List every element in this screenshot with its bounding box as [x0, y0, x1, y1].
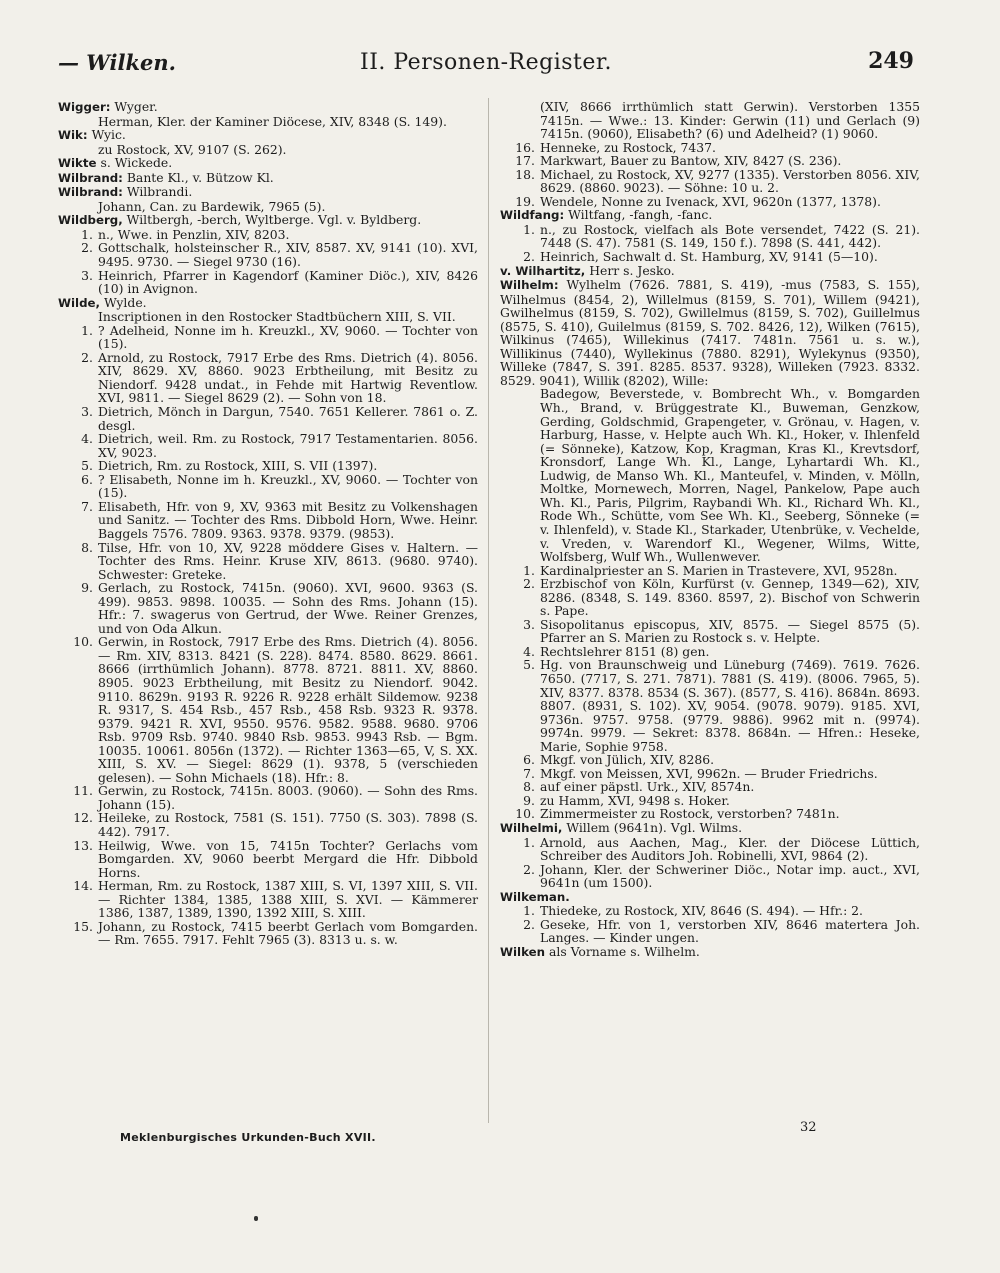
running-header: [58, 48, 914, 80]
subentry-text: Kardinalpriester an S. Marien in Trastevere, XVI, 9528n.: [540, 562, 898, 578]
entry-heading-line: [500, 821, 920, 836]
numbered-subentry: [500, 807, 920, 821]
entry-heading-line: [58, 100, 478, 115]
subentry-text: Dietrich, weil. Rm. zu Rostock, 7917 Testamentarien. 8056. XV, 9023.: [98, 431, 478, 460]
numbered-subentry: [500, 250, 920, 264]
entry-variants: Wiltfang, -fangh, -fanc.: [564, 207, 713, 223]
entry-text: Badegow, Beverstede, v. Bombrecht Wh., v. Bomgarden Wh., Brand, v. Brüggestrate Kl., Buweman, Genzkow, Gerding, Goldschmid, Grapengeter, v. Grönau, v. Hagen, v. Harburg, Hasse, v. Helpte auch Wh. Kl., Hoker, v. Ihlenfeld (= Sönneke), Katzow, Kop, Kragman, Kras Kl., Krevtsdorf, Kronsdorf, Lange Wh. Kl., Lange, Lyhartardi Wh. Kl., Ludwig, de Manso Wh. Kl., Manteufel, v. Minden, v. Mölln, Moltke, Mornewech, Morren, Nagel, Pankelow, Pape auch Wh. Kl., Paris, Pilgrim, Raybandi Wh. Kl., Richard Wh. Kl., Rode Wh., Schütte, vom See Wh. Kl., Seeberg, Sönneke (= v. Ihlenfeld), v. Stade Kl., Starkader, Utenbrüke, v. Vechelde, v. Vreden, v. Warendorf Kl., Wegener, Wilms, Witte, Wolfsberg, Wulf Wh., Wullenwever.: [540, 386, 920, 565]
subentry-text: n., zu Rostock, vielfach als Bote versendet, 7422 (S. 21). 7448 (S. 47). 7581 (S. 149, 150 f.). 7898 (S. 441, 442).: [540, 221, 920, 251]
entry-headword: Wigger:: [58, 100, 111, 114]
numbered-subentry: [500, 223, 920, 250]
entry-text: (XIV, 8666 irrthümlich statt Gerwin). Verstorben 1355 7415n. — Wwe.: 13. Kinder: Gerwin (11) und Gerlach (9) 7415n. (9060), Elisabeth? (6) und Adelheid? (1) 9060.: [540, 99, 920, 142]
entry-heading-line: [58, 156, 478, 171]
subentry-number: 18.: [515, 166, 535, 182]
numbered-subentry: [500, 794, 920, 808]
subentry-number: 10.: [515, 806, 535, 822]
subentry-number: 7.: [81, 498, 93, 514]
numbered-subentry: [58, 784, 478, 811]
subentry-text: ? Adelheid, Nonne im h. Kreuzkl., XV, 9060. — Tochter von (15).: [98, 322, 478, 352]
subentry-text: Henneke, zu Rostock, 7437.: [540, 139, 716, 155]
numbered-subentry: [58, 500, 478, 541]
numbered-subentry: [58, 811, 478, 838]
subentry-number: 5.: [81, 458, 93, 474]
subentry-number: 7.: [523, 765, 535, 781]
subentry-number: 1.: [523, 903, 535, 919]
register-entry: [58, 296, 478, 947]
entry-text: Herman, Kler. der Kaminer Diöcese, XIV, 8348 (S. 149).: [98, 113, 447, 129]
register-entry: [58, 213, 478, 295]
entry-heading-line: [500, 890, 920, 905]
subentry-number: 2.: [523, 916, 535, 932]
entry-headword: Wik:: [58, 128, 88, 143]
subentry-text: Rechtslehrer 8151 (8) gen.: [540, 643, 710, 659]
numbered-subentry: [58, 324, 478, 351]
subentry-number: 9.: [81, 580, 93, 596]
subentry-text: Arnold, aus Aachen, Mag., Kler. der Diöcese Lüttich, Schreiber des Auditors Joh. Robinelli, XVI, 9864 (2).: [540, 834, 920, 864]
subentry-number: 8.: [523, 779, 535, 795]
subentry-text: Gerwin, zu Rostock, 7415n. 8003. (9060). — Sohn des Rms. Johann (15).: [98, 783, 478, 812]
numbered-subentry: [500, 904, 920, 918]
print-signature-note: Meklenburgisches Urkunden-Buch XVII.: [120, 1131, 376, 1144]
subentry-text: Elisabeth, Hfr. von 9, XV, 9363 mit Besitz zu Volkenshagen und Sanitz. — Tochter des Rms. Dibbold Horn, Wwe. Heinr. Baggels 7576. 7809. 9363. 9378. 9379. (9853).: [98, 498, 478, 541]
subentry-number: 15.: [73, 918, 93, 934]
right-column: [500, 100, 920, 959]
subentry-text: Gerlach, zu Rostock, 7415n. (9060). XVI, 9600. 9363 (S. 499). 9853. 9898. 10035. — Sohn des Rms. Johann (15). Hfr.: 7. swagerus von Gertrud, der Wwe. Reiner Grenzes, und von Oda Alkun.: [98, 580, 478, 636]
entry-headword: Wilkeman.: [500, 889, 570, 904]
entry-headword: Wildberg,: [58, 213, 123, 228]
entry-headword: Wilhelmi,: [500, 820, 563, 835]
entry-headword: Wilken: [500, 944, 546, 959]
running-head-name: — Wilken.: [58, 50, 176, 75]
subentry-text: Heileke, zu Rostock, 7581 (S. 151). 7750 (S. 303). 7898 (S. 442). 7917.: [98, 810, 478, 839]
subentry-text: Hg. von Braunschweig und Lüneburg (7469). 7619. 7626. 7650. (7717, S. 271. 7871). 7881 (S. 419). (8006. 7965, 5). XIV, 8377. 8378. 8534 (S. 367). (8577, S. 416). 8684n. 8693. 8807. (8931, S. 102). XV, 9054. (9078. 9079). 9185. XVI, 9736n. 9757. 9758. (9779. 9886). 9962 mit n. (9974). 9974n. 9979. — Sekret: 8378. 8684n. — Hfren.: Heseke, Marie, Sophie 9758.: [540, 657, 920, 754]
numbered-subentry: [58, 581, 478, 635]
subentry-text: Herman, Rm. zu Rostock, 1387 XIII, S. VI, 1397 XIII, S. VII. — Richter 1384, 1385, 1388 XIII, S. XVI. — Kämmerer 1386, 1387, 1389, 1390, 1392 XIII, S. XIII.: [98, 878, 478, 921]
register-entry: [500, 890, 920, 945]
numbered-subentry: [58, 459, 478, 473]
numbered-subentry: [500, 753, 920, 767]
subentry-number: 2.: [523, 576, 535, 592]
entry-variants: Wiltbergh, -berch, Wyltberge. Vgl. v. Byldberg.: [122, 212, 422, 228]
entry-variants: Wylhelm (7626. 7881, S. 419), -mus (7583, S. 155), Wilhelmus (8454, 2), Willelmus (8159, S. 701), Willem (9421), Gwilhelmus (8159, S. 702), Gwillelmus (8159, S. 702), Guillelmus (8575, S. 410), Guilelmus (8159, S. 702. 8426, 12), Wilken (7615), Wilkinus (7465), Willekinus (7417. 7481n. 7561 u. s. w.), Willikinus (7440), Wyllekinus (7880. 8291), Wylekynus (9350), Willeke (7847, S. 391. 8285. 8537. 9328), Willeken (7923. 8332. 8529. 9041), Willik (8202), Wille:: [500, 277, 920, 388]
numbered-subentry: [500, 863, 920, 890]
register-entry: [58, 185, 478, 213]
numbered-subentry: [500, 658, 920, 753]
numbered-subentry: [500, 780, 920, 794]
subentry-number: 9.: [523, 792, 535, 808]
entry-variants: Willem (9641n). Vgl. Wilms.: [562, 819, 743, 835]
subentry-text: Heinrich, Sachwalt d. St. Hamburg, XV, 9141 (5—10).: [540, 249, 878, 265]
numbered-subentry: [58, 473, 478, 500]
entry-heading-line: [500, 945, 920, 960]
subentry-number: 1.: [523, 834, 535, 850]
register-entry: [500, 278, 920, 821]
page-number: 249: [868, 48, 914, 74]
entry-variants: Herr s. Jesko.: [585, 262, 675, 278]
subentry-text: Mkgf. von Jülich, XIV, 8286.: [540, 752, 715, 768]
subentry-text: Gottschalk, holsteinscher R., XIV, 8587. XV, 9141 (10). XVI, 9495. 9730. — Siegel 9730 (16).: [98, 240, 478, 270]
entry-heading-line: [58, 185, 478, 200]
subentry-number: 2.: [81, 240, 93, 256]
numbered-subentry: [58, 879, 478, 920]
subentry-text: Arnold, zu Rostock, 7917 Erbe des Rms. Dietrich (4). 8056. XIV, 8629. XV, 8860. 9023 Erbtheilung, mit Besitz zu Niendorf. 9428 undat., in Fehde mit Hartwig Reventlow. XVI, 9811. — Siegel 8629 (2). — Sohn von 18.: [98, 349, 478, 406]
numbered-subentry: [500, 645, 920, 659]
subentry-text: Wendele, Nonne zu Ivenack, XVI, 9620n (1377, 1378).: [540, 193, 881, 209]
subentry-text: Thiedeke, zu Rostock, XIV, 8646 (S. 494). — Hfr.: 2.: [540, 903, 864, 919]
subentry-number: 5.: [523, 657, 535, 673]
register-entry: [500, 264, 920, 279]
subentry-text: Heilwig, Wwe. von 15, 7415n Tochter? Gerlachs vom Bomgarden. XV, 9060 beerbt Mergard die Hfr. Dibbold Horns.: [98, 837, 478, 880]
register-entry: [58, 128, 478, 156]
column-divider: [488, 98, 489, 1123]
entry-variants: Wilbrandi.: [122, 184, 193, 200]
numbered-subentry: [500, 836, 920, 863]
subentry-number: 10.: [73, 634, 93, 650]
subentry-number: 1.: [523, 562, 535, 578]
subentry-number: 16.: [515, 139, 535, 155]
entry-heading-line: [500, 208, 920, 223]
running-head-title: II. Personen-Register.: [360, 50, 612, 75]
subentry-number: 13.: [73, 837, 93, 853]
numbered-subentry: [58, 405, 478, 432]
entry-variants: als Vorname s. Wilhelm.: [545, 943, 700, 959]
entry-heading-line: [58, 213, 478, 228]
subentry-number: 17.: [515, 153, 535, 169]
subentry-number: 19.: [515, 193, 535, 209]
numbered-subentry: [58, 839, 478, 880]
subentry-text: ? Elisabeth, Nonne im h. Kreuzkl., XV, 9060. — Tochter von (15).: [98, 471, 478, 501]
ink-speck: [254, 1216, 258, 1221]
subentry-number: 4.: [523, 643, 535, 659]
entry-heading-line: [58, 171, 478, 186]
subentry-text: Erzbischof von Köln, Kurfürst (v. Gennep, 1349—62), XIV, 8286. (8348, S. 149. 8360. 8597, 2). Bischof von Schwerin s. Pape.: [540, 576, 920, 619]
subentry-text: Sisopolitanus episcopus, XIV, 8575. — Siegel 8575 (5). Pfarrer an S. Marien zu Rostock s. v. Helpte.: [540, 616, 920, 646]
subentry-number: 14.: [73, 878, 93, 894]
subentry-text: zu Hamm, XVI, 9498 s. Hoker.: [540, 792, 730, 808]
numbered-subentry: [500, 168, 920, 195]
subentry-text: Dietrich, Mönch in Dargun, 7540. 7651 Kellerer. 7861 o. Z. desgl.: [98, 404, 478, 433]
subentry-text: Johann, Kler. der Schweriner Diöc., Notar imp. auct., XVI, 9641n (um 1500).: [540, 861, 920, 891]
numbered-subentry: [58, 241, 478, 268]
subentry-text: Dietrich, Rm. zu Rostock, XIII, S. VII (1397).: [98, 458, 378, 474]
subentry-number: 11.: [73, 783, 93, 799]
subentry-text: n., Wwe. in Penzlin, XIV, 8203.: [98, 226, 290, 242]
numbered-subentry: [500, 564, 920, 578]
subentry-text: Markwart, Bauer zu Bantow, XIV, 8427 (S. 236).: [540, 153, 842, 169]
subentry-number: 1.: [523, 221, 535, 237]
subentry-text: Zimmermeister zu Rostock, verstorben? 7481n.: [540, 806, 840, 822]
register-entry: [500, 821, 920, 890]
numbered-subentry: [58, 635, 478, 784]
subentry-text: Michael, zu Rostock, XV, 9277 (1335). Verstorben 8056. XIV, 8629. (8860. 9023). — Söhne: 10 u. 2.: [540, 166, 920, 196]
numbered-subentry: [58, 541, 478, 582]
subentry-text: Heinrich, Pfarrer in Kagendorf (Kaminer Diöc.), XIV, 8426 (10) in Avignon.: [98, 267, 478, 297]
numbered-subentry: [58, 269, 478, 296]
subentry-text: Mkgf. von Meissen, XVI, 9962n. — Bruder Friedrichs.: [540, 765, 878, 781]
register-entry: [500, 100, 920, 208]
subentry-number: 8.: [81, 539, 93, 555]
numbered-subentry: [500, 767, 920, 781]
numbered-subentry: [58, 228, 478, 242]
left-column: [58, 100, 478, 947]
subentry-number: 4.: [81, 431, 93, 447]
entry-heading-line: [58, 128, 478, 143]
numbered-subentry: [58, 920, 478, 947]
subentry-text: Johann, zu Rostock, 7415 beerbt Gerlach vom Bomgarden. — Rm. 7655. 7917. Fehlt 7965 (3). 8313 u. s. w.: [98, 918, 478, 948]
register-entry: [58, 156, 478, 171]
subentry-number: 6.: [523, 752, 535, 768]
subentry-text: Geseke, Hfr. von 1, verstorben XIV, 8646 matertera Joh. Langes. — Kinder ungen.: [540, 916, 920, 946]
register-entry: [58, 100, 478, 128]
subentry-text: Gerwin, in Rostock, 7917 Erbe des Rms. Dietrich (4). 8056. — Rm. XIV, 8313. 8421 (S. 228). 8474. 8580. 8629. 8661. 8666 (irrthümlich Johann). 8778. 8721. 8811. XV, 8860. 8905. 9023 Erbtheilung, mit Besitz zu Niendorf. 9042. 9110. 8629n. 9193 R. 9226 R. 9228 erhält Sildemow. 9238 R. 9317, S. 454 Rsb., 457 Rsb., 458 Rsb. 9323 R. 9378. 9379. 9421 R. XVI, 9550. 9576. 9582. 9588. 9680. 9706 Rsb. 9709 Rsb. 9740. 9840 Rsb. 9853. 9943 Rsb. — Bgm. 10035. 10061. 8056n (1372). — Richter 1363—65, V, S. XX. XIII, S. XV. — Siegel: 8629 (1). 9378, 5 (verschieden gelesen). — Sohn Michaels (18). Hfr.: 8.: [98, 634, 478, 785]
subentry-number: 2.: [81, 349, 93, 365]
entry-variants: Wylde.: [100, 294, 147, 310]
subentry-number: 1.: [81, 322, 93, 338]
entry-heading-line: [500, 264, 920, 279]
entry-variants: Bante Kl., v. Bützow Kl.: [122, 169, 274, 185]
numbered-subentry: [500, 577, 920, 618]
subentry-number: 2.: [523, 861, 535, 877]
numbered-subentry: [58, 351, 478, 405]
numbered-subentry: [500, 141, 920, 155]
numbered-subentry: [500, 618, 920, 645]
entry-text: Johann, Can. zu Bardewik, 7965 (5).: [98, 198, 326, 214]
entry-headword: Wilbrand:: [58, 185, 123, 200]
register-entry: [500, 208, 920, 263]
entry-text: zu Rostock, XV, 9107 (S. 262).: [98, 141, 287, 157]
entry-heading-line: [58, 296, 478, 311]
entry-variants: s. Wickede.: [96, 155, 173, 171]
subentry-number: 3.: [81, 267, 93, 283]
subentry-text: auf einer päpstl. Urk., XIV, 8574n.: [540, 779, 755, 795]
subentry-number: 3.: [81, 404, 93, 420]
entry-variants: Wyic.: [87, 127, 126, 143]
numbered-subentry: [58, 432, 478, 459]
entry-headword: Wikte: [58, 156, 97, 171]
entry-headword: Wilbrand:: [58, 170, 123, 185]
entry-headword: Wilde,: [58, 295, 101, 310]
entry-variants: Wyger.: [110, 99, 158, 114]
sheet-signature: 32: [800, 1120, 817, 1135]
subentry-number: 2.: [523, 249, 535, 265]
register-entry: [58, 171, 478, 186]
subentry-number: 12.: [73, 810, 93, 826]
entry-headword: v. Wilhartitz,: [500, 263, 586, 278]
entry-headword: Wildfang:: [500, 208, 565, 223]
numbered-subentry: [500, 154, 920, 168]
entry-headword: Wilhelm:: [500, 278, 559, 293]
numbered-subentry: [500, 195, 920, 209]
register-entry: [500, 945, 920, 960]
subentry-number: 1.: [81, 226, 93, 242]
numbered-subentry: [500, 918, 920, 945]
entry-text: Inscriptionen in den Rostocker Stadtbüchern XIII, S. VII.: [98, 309, 456, 325]
entry-heading-line: [500, 278, 920, 387]
subentry-text: Tilse, Hfr. von 10, XV, 9228 möddere Gises v. Haltern. — Tochter des Rms. Heinr. Kruse XIV, 8613. (9680. 9740). Schwester: Greteke.: [98, 539, 478, 582]
subentry-number: 3.: [523, 616, 535, 632]
subentry-number: 6.: [81, 471, 93, 487]
